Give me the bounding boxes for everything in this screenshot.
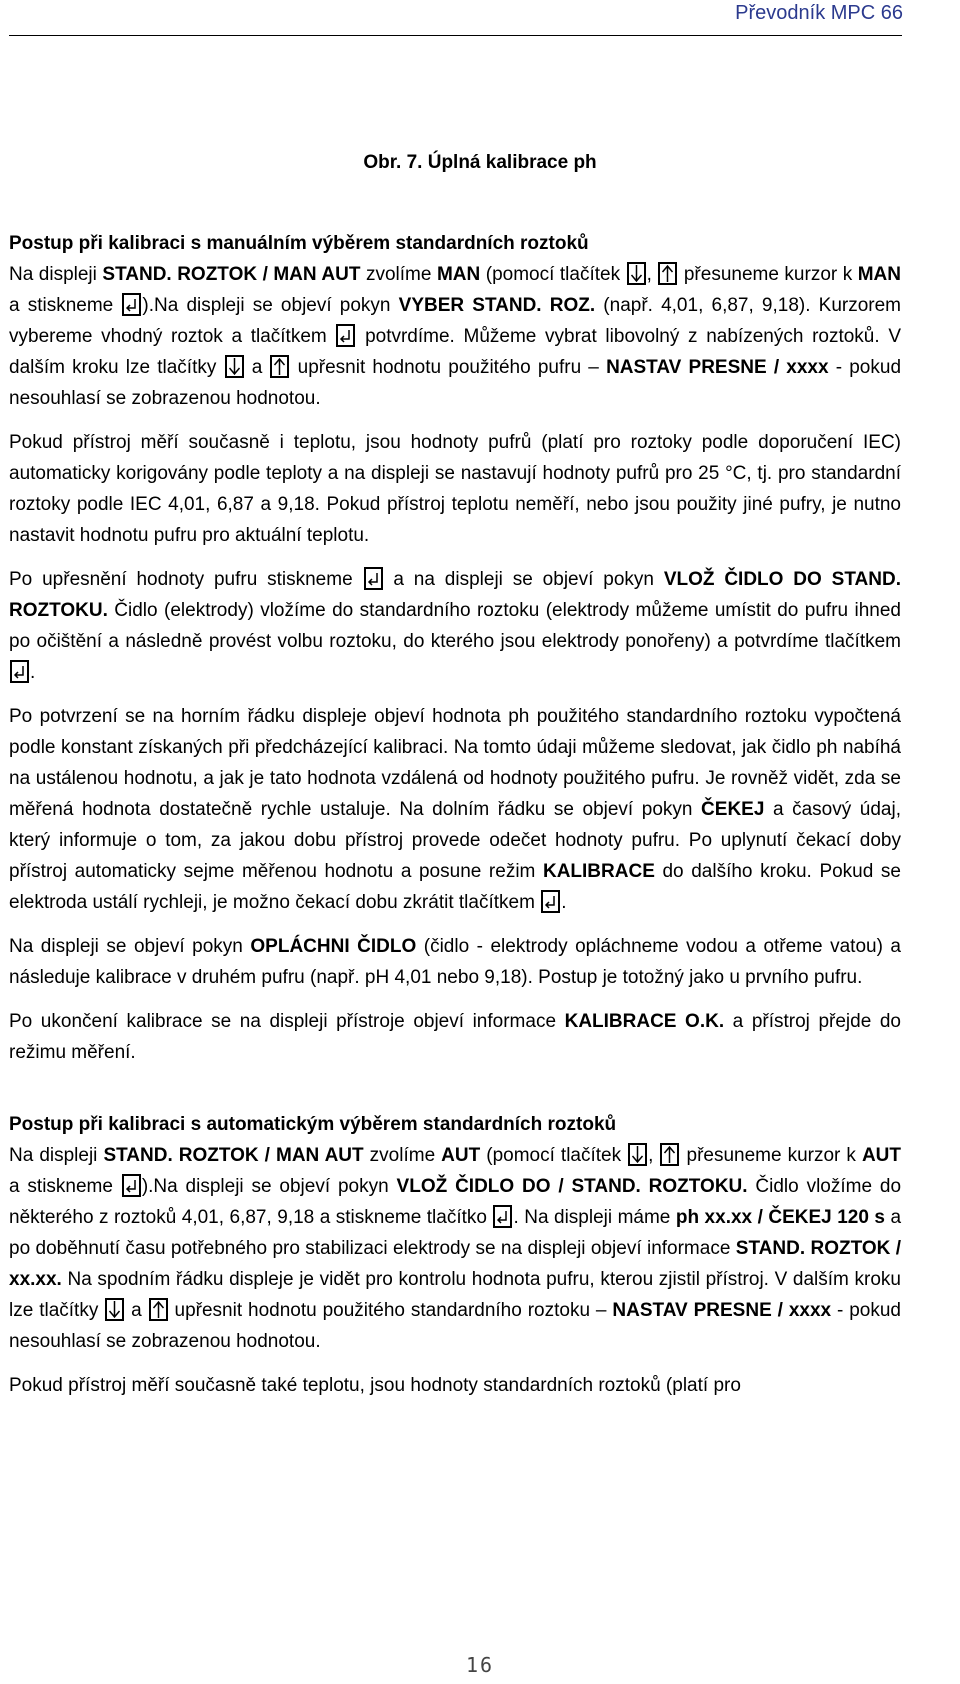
section-heading-manual: Postup při kalibraci s manuálním výběrem standardních roztoků <box>9 233 589 254</box>
up-arrow-key-icon <box>270 355 289 378</box>
enter-key-icon <box>122 1174 141 1197</box>
display-text: STAND. ROZTOK / MAN AUT <box>102 264 361 285</box>
paragraph-auto-1: Na displeji STAND. ROZTOK / MAN AUT zvolíme AUT (pomocí tlačítek , přesuneme kurzor k AUT a stiskneme ).Na displeji se objeví pokyn VLOŽ ČIDLO DO / STAND. ROZTOKU. Čidlo vložíme do některého z roztoků 4,01, 6,87, 9,18 a stiskneme tlačítko . Na displeji máme ph xx.xx / ČEKEJ 120 s a po doběhnutí času potřebného pro stabilizaci elektrody se na displeji objeví informace STAND. ROZTOK / xx.xx. Na spodním řádku displeje je vidět pro kontrolu hodnota pufru, kterou zjistil přístroj. V dalším kroku lze tlačítky a upřesnit hodnotu použitého standardního roztoku – NASTAV PRESNE / xxxx - pokud nesouhlasí se zobrazenou hodnotou. <box>9 1145 902 1352</box>
paragraph-manual-5: Na displeji se objeví pokyn OPLÁCHNI ČIDLO (čidlo - elektrody opláchneme vodou a otřeme vatou) a následuje kalibrace v druhém pufru (např. pH 4,01 nebo 9,18). Postup je totožný jako u prvního pufru. <box>9 936 901 988</box>
enter-key-icon <box>10 660 29 683</box>
enter-key-icon <box>541 890 560 913</box>
down-arrow-key-icon <box>105 1298 124 1321</box>
header-rule <box>9 35 902 36</box>
page-number: 16 <box>465 1653 495 1677</box>
paragraph-manual-4: Po potvrzení se na horním řádku displeje objeví hodnota ph použitého standardního roztoku vypočtená podle konstant získaných při předcházející kalibraci. Na tomto údaji můžeme sledovat, jak čidlo ph nabíhá na ustálenou hodnotu, a jak je tato hodnota vzdálená od hodnoty použitého pufru. Je rovněž vidět, zda se měřená hodnota dostatečně rychle ustaluje. Na dolním řádku se objeví pokyn ČEKEJ a časový údaj, který informuje o tom, za jakou dobu přístroj provede odečet hodnoty pufru. Po uplynutí čekací doby přístroj automaticky sejme měřenou hodnotu a posune režim KALIBRACE do dalšího kroku. Pokud se elektroda ustálí rychleji, je možno čekací dobu zkrátit tlačítkem . <box>9 706 902 913</box>
paragraph-manual-6: Po ukončení kalibrace se na displeji přístroje objeví informace KALIBRACE O.K. a přístroj přejde do režimu měření. <box>9 1011 901 1063</box>
paragraph-manual-2: Pokud přístroj měří současně i teplotu, jsou hodnoty pufrů (platí pro roztoky podle doporučení IEC) automaticky korigovány podle teploty a na displeji se nastavují hodnoty pufrů pro 25 °C, tj. pro standardní roztoky podle IEC 4,01, 6,87 a 9,18. Pokud přístroj teplotu neměří, nebo jsou použity jiné pufry, je nutno nastavit hodnotu pufru pro aktuální teplotu. <box>9 432 901 546</box>
paragraph-auto-2: Pokud přístroj měří současně také teplotu, jsou hodnoty standardních roztoků (platí pro <box>9 1375 741 1396</box>
down-arrow-key-icon <box>628 1143 647 1166</box>
up-arrow-key-icon <box>660 1143 679 1166</box>
section-spacer <box>9 1081 901 1109</box>
paragraph-manual-1: Na displeji STAND. ROZTOK / MAN AUT zvolíme MAN (pomocí tlačítek , přesuneme kurzor k MAN a stiskneme ).Na displeji se objeví pokyn VYBER STAND. ROZ. (např. 4,01, 6,87, 9,18). Kurzorem vybereme vhodný roztok a tlačítkem potvrdíme. Můžeme vybrat libovolný z nabízených roztoků. V dalším kroku lze tlačítky a upřesnit hodnotu použitého pufru – NASTAV PRESNE / xxxx - pokud nesouhlasí se zobrazenou hodnotou. <box>9 264 902 409</box>
figure-caption: Obr. 7. Úplná kalibrace ph <box>363 152 597 173</box>
section-heading-auto: Postup při kalibraci s automatickým výběrem standardních roztoků <box>9 1114 617 1135</box>
enter-key-icon <box>493 1205 512 1228</box>
paragraph-manual-3: Po upřesnění hodnoty pufru stiskneme a na displeji se objeví pokyn VLOŽ ČIDLO DO STAND. ROZTOKU. Čidlo (elektrody) vložíme do standardního roztoku (elektrody můžeme umístit do pufru ihned po očištění a následně provést volbu roztoku, do kterého jsou elektrody ponořeny) a potvrdíme tlačítkem . <box>9 569 901 683</box>
enter-key-icon <box>364 567 383 590</box>
enter-key-icon <box>336 324 355 347</box>
document-header-title: Převodník MPC 66 <box>735 2 903 24</box>
up-arrow-key-icon <box>149 1298 168 1321</box>
down-arrow-key-icon <box>225 355 244 378</box>
down-arrow-key-icon <box>627 262 646 285</box>
document-body <box>9 228 901 1414</box>
enter-key-icon <box>122 293 141 316</box>
up-arrow-key-icon <box>658 262 677 285</box>
